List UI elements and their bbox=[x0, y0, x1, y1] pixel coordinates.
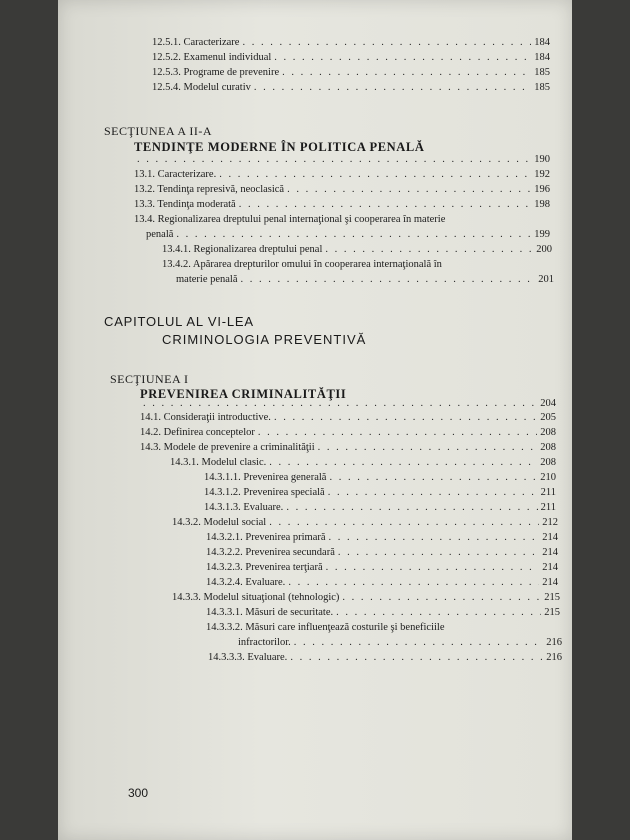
toc-entry: materie penală . . . 201 bbox=[176, 274, 554, 285]
toc-entry-line1: 14.3.3.2. Măsuri care influenţează costurile şi beneficiile bbox=[206, 622, 445, 633]
toc-entry: infractorilor. . . . 216 bbox=[238, 637, 562, 648]
toc-entry: penală . . . 199 bbox=[146, 229, 550, 240]
toc-entry: 14.3. Modele de prevenire a criminalităţii . . . 208 bbox=[140, 442, 556, 453]
toc-entry: 13.3. Tendinţa moderată . . . 198 bbox=[134, 199, 550, 210]
toc-entry: 14.3.1.2. Prevenirea specială . . . 211 bbox=[204, 487, 556, 498]
toc-entry: 14.3.1.3. Evaluare. . . . 211 bbox=[204, 502, 556, 513]
book-page bbox=[58, 0, 572, 840]
toc-entry: 14.2. Definirea conceptelor . . . 208 bbox=[140, 427, 556, 438]
toc-entry: 14.3.1.1. Prevenirea generală . . . 210 bbox=[204, 472, 556, 483]
toc-entry: . . . 190 bbox=[134, 154, 550, 165]
section-title: TENDINŢE MODERNE ÎN POLITICA PENALĂ bbox=[134, 140, 425, 154]
section-label: SECŢIUNEA A II-A bbox=[104, 124, 212, 138]
toc-entry: 13.4.1. Regionalizarea dreptului penal . . . 200 bbox=[162, 244, 552, 255]
toc-entry: 14.1. Consideraţii introductive. . . . 205 bbox=[140, 412, 556, 423]
toc-entry: 14.3.3. Modelul situaţional (tehnologic) . . . 215 bbox=[172, 592, 560, 603]
chapter-title: CRIMINOLOGIA PREVENTIVĂ bbox=[162, 332, 367, 347]
toc-entry: . . . 204 bbox=[140, 398, 556, 409]
section-title: PREVENIREA CRIMINALITĂŢII bbox=[140, 387, 347, 401]
toc-entry: 14.3.2.1. Prevenirea primară . . . 214 bbox=[206, 532, 558, 543]
toc-entry: 12.5.2. Examenul individual . . . 184 bbox=[152, 52, 550, 63]
toc-entry: 13.2. Tendinţa represivă, neoclasică . . . 196 bbox=[134, 184, 550, 195]
toc-entry-line1: 13.4. Regionalizarea dreptului penal internaţional şi cooperarea în materie bbox=[134, 214, 446, 225]
chapter-label: CAPITOLUL AL VI-LEA bbox=[104, 314, 254, 329]
toc-entry: 14.3.3.3. Evaluare. . . . 216 bbox=[208, 652, 562, 663]
toc-entry: 12.5.1. Caracterizare . . . 184 bbox=[152, 37, 550, 48]
page-number: 300 bbox=[128, 786, 149, 800]
toc-entry: 12.5.3. Programe de prevenire . . . 185 bbox=[152, 67, 550, 78]
toc-entry-line1: 13.4.2. Apărarea drepturilor omului în cooperarea internaţională în bbox=[162, 259, 442, 270]
toc-entry: 14.3.2. Modelul social . . . 212 bbox=[172, 517, 558, 528]
toc-entry: 14.3.2.2. Prevenirea secundară . . . 214 bbox=[206, 547, 558, 558]
toc-entry: 14.3.3.1. Măsuri de securitate. . . . 215 bbox=[206, 607, 560, 618]
toc-entry: 14.3.2.3. Prevenirea terţiară . . . 214 bbox=[206, 562, 558, 573]
section-label: SECŢIUNEA I bbox=[110, 372, 189, 386]
toc-entry: 12.5.4. Modelul curativ . . . 185 bbox=[152, 82, 550, 93]
toc-entry: 13.1. Caracterizare. . . . 192 bbox=[134, 169, 550, 180]
toc-entry: 14.3.2.4. Evaluare. . . . 214 bbox=[206, 577, 558, 588]
toc-entry: 14.3.1. Modelul clasic. . . . 208 bbox=[170, 457, 556, 468]
